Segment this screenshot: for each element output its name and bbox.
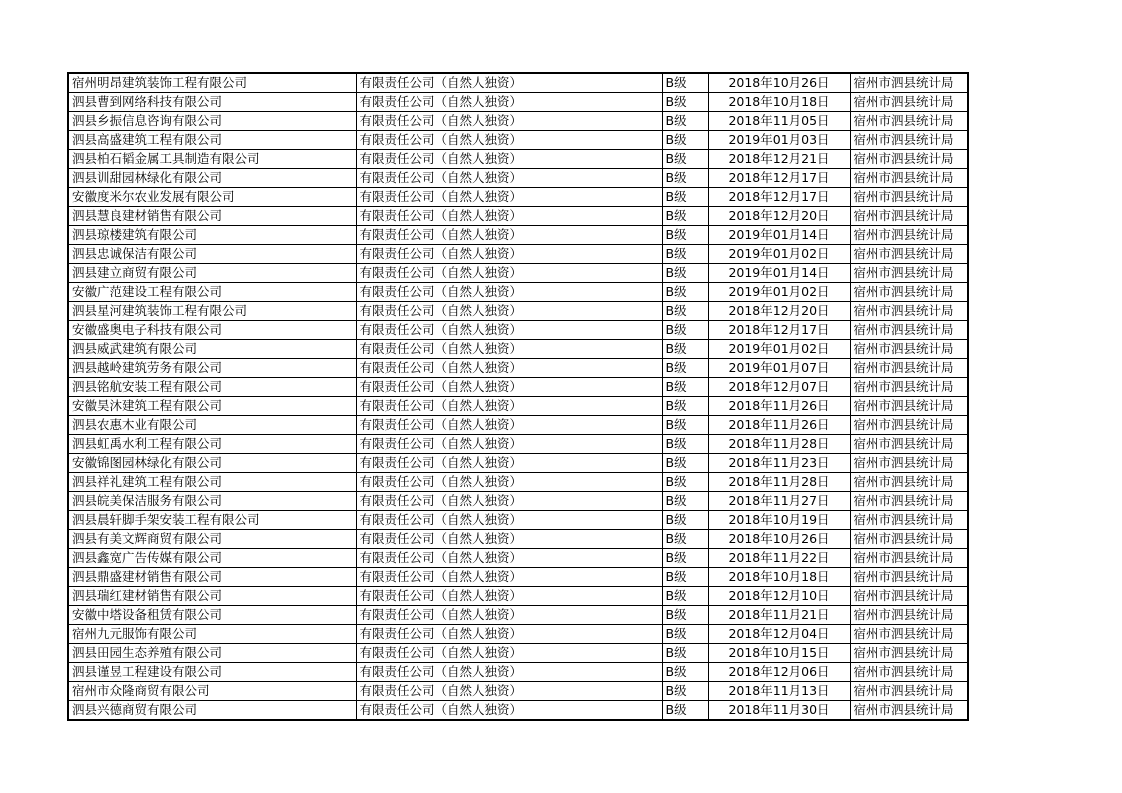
table-row xyxy=(68,587,968,606)
company-name-cell: 泗县建立商贸有限公司 xyxy=(68,264,356,283)
date-cell: 2018年12月17日 xyxy=(708,188,850,207)
credit-grade-cell: B级 xyxy=(662,511,708,530)
authority-cell: 宿州市泗县统计局 xyxy=(850,283,968,302)
table-row xyxy=(68,283,968,302)
company-type-cell: 有限责任公司（自然人独资） xyxy=(356,226,662,245)
date-cell: 2018年10月19日 xyxy=(708,511,850,530)
table-row xyxy=(68,169,968,188)
table-row xyxy=(68,131,968,150)
credit-grade-cell: B级 xyxy=(662,340,708,359)
credit-grade-cell: B级 xyxy=(662,73,708,93)
company-type-cell: 有限责任公司（自然人独资） xyxy=(356,207,662,226)
table-row xyxy=(68,340,968,359)
credit-grade-cell: B级 xyxy=(662,587,708,606)
authority-cell: 宿州市泗县统计局 xyxy=(850,340,968,359)
company-name-cell: 泗县铭航安装工程有限公司 xyxy=(68,378,356,397)
table-row xyxy=(68,473,968,492)
date-cell: 2018年10月15日 xyxy=(708,644,850,663)
credit-grade-cell: B级 xyxy=(662,701,708,721)
authority-cell: 宿州市泗县统计局 xyxy=(850,454,968,473)
table-row xyxy=(68,112,968,131)
credit-grade-cell: B级 xyxy=(662,264,708,283)
authority-cell: 宿州市泗县统计局 xyxy=(850,606,968,625)
table-row xyxy=(68,701,968,721)
credit-grade-cell: B级 xyxy=(662,416,708,435)
company-type-cell: 有限责任公司（自然人独资） xyxy=(356,701,662,721)
authority-cell: 宿州市泗县统计局 xyxy=(850,93,968,112)
authority-cell: 宿州市泗县统计局 xyxy=(850,473,968,492)
credit-grade-cell: B级 xyxy=(662,302,708,321)
credit-grade-cell: B级 xyxy=(662,93,708,112)
table-row xyxy=(68,150,968,169)
table-row xyxy=(68,644,968,663)
date-cell: 2018年12月17日 xyxy=(708,321,850,340)
company-type-cell: 有限责任公司（自然人独资） xyxy=(356,264,662,283)
table-row xyxy=(68,454,968,473)
authority-cell: 宿州市泗县统计局 xyxy=(850,568,968,587)
credit-grade-cell: B级 xyxy=(662,473,708,492)
company-name-cell: 安徽锦图园林绿化有限公司 xyxy=(68,454,356,473)
company-name-cell: 泗县威武建筑有限公司 xyxy=(68,340,356,359)
credit-grade-cell: B级 xyxy=(662,568,708,587)
authority-cell: 宿州市泗县统计局 xyxy=(850,302,968,321)
company-name-cell: 泗县田园生态养殖有限公司 xyxy=(68,644,356,663)
company-type-cell: 有限责任公司（自然人独资） xyxy=(356,169,662,188)
company-type-cell: 有限责任公司（自然人独资） xyxy=(356,663,662,682)
date-cell: 2018年12月07日 xyxy=(708,378,850,397)
table-row xyxy=(68,321,968,340)
company-name-cell: 泗县鑫宽广告传媒有限公司 xyxy=(68,549,356,568)
credit-grade-cell: B级 xyxy=(662,435,708,454)
company-name-cell: 泗县鼎盛建材销售有限公司 xyxy=(68,568,356,587)
company-type-cell: 有限责任公司（自然人独资） xyxy=(356,682,662,701)
credit-grade-cell: B级 xyxy=(662,663,708,682)
company-type-cell: 有限责任公司（自然人独资） xyxy=(356,397,662,416)
date-cell: 2018年11月26日 xyxy=(708,397,850,416)
table-row xyxy=(68,625,968,644)
table-row xyxy=(68,435,968,454)
date-cell: 2018年11月21日 xyxy=(708,606,850,625)
credit-grade-cell: B级 xyxy=(662,321,708,340)
company-name-cell: 泗县谨昱工程建设有限公司 xyxy=(68,663,356,682)
authority-cell: 宿州市泗县统计局 xyxy=(850,264,968,283)
date-cell: 2018年12月21日 xyxy=(708,150,850,169)
date-cell: 2019年01月02日 xyxy=(708,340,850,359)
company-name-cell: 宿州市众隆商贸有限公司 xyxy=(68,682,356,701)
company-type-cell: 有限责任公司（自然人独资） xyxy=(356,321,662,340)
company-name-cell: 安徽昊沐建筑工程有限公司 xyxy=(68,397,356,416)
company-type-cell: 有限责任公司（自然人独资） xyxy=(356,416,662,435)
company-name-cell: 安徽盛奥电子科技有限公司 xyxy=(68,321,356,340)
credit-grade-cell: B级 xyxy=(662,150,708,169)
company-type-cell: 有限责任公司（自然人独资） xyxy=(356,283,662,302)
authority-cell: 宿州市泗县统计局 xyxy=(850,397,968,416)
company-type-cell: 有限责任公司（自然人独资） xyxy=(356,511,662,530)
credit-grade-cell: B级 xyxy=(662,682,708,701)
table-row xyxy=(68,378,968,397)
table-row xyxy=(68,188,968,207)
company-name-cell: 安徽度米尔农业发展有限公司 xyxy=(68,188,356,207)
credit-grade-cell: B级 xyxy=(662,530,708,549)
authority-cell: 宿州市泗县统计局 xyxy=(850,511,968,530)
company-type-cell: 有限责任公司（自然人独资） xyxy=(356,150,662,169)
authority-cell: 宿州市泗县统计局 xyxy=(850,492,968,511)
credit-grade-cell: B级 xyxy=(662,359,708,378)
date-cell: 2018年11月30日 xyxy=(708,701,850,721)
date-cell: 2018年12月20日 xyxy=(708,207,850,226)
company-name-cell: 泗县训甜园林绿化有限公司 xyxy=(68,169,356,188)
date-cell: 2018年10月18日 xyxy=(708,568,850,587)
table-row xyxy=(68,492,968,511)
credit-grade-cell: B级 xyxy=(662,245,708,264)
company-type-cell: 有限责任公司（自然人独资） xyxy=(356,606,662,625)
authority-cell: 宿州市泗县统计局 xyxy=(850,549,968,568)
credit-grade-cell: B级 xyxy=(662,169,708,188)
authority-cell: 宿州市泗县统计局 xyxy=(850,644,968,663)
company-name-cell: 宿州明昂建筑装饰工程有限公司 xyxy=(68,73,356,93)
credit-grade-cell: B级 xyxy=(662,283,708,302)
company-type-cell: 有限责任公司（自然人独资） xyxy=(356,93,662,112)
company-type-cell: 有限责任公司（自然人独资） xyxy=(356,587,662,606)
company-type-cell: 有限责任公司（自然人独资） xyxy=(356,492,662,511)
credit-grade-cell: B级 xyxy=(662,188,708,207)
company-type-cell: 有限责任公司（自然人独资） xyxy=(356,473,662,492)
company-type-cell: 有限责任公司（自然人独资） xyxy=(356,549,662,568)
company-name-cell: 安徽广范建设工程有限公司 xyxy=(68,283,356,302)
table-row xyxy=(68,682,968,701)
date-cell: 2018年12月17日 xyxy=(708,169,850,188)
company-type-cell: 有限责任公司（自然人独资） xyxy=(356,340,662,359)
date-cell: 2019年01月03日 xyxy=(708,131,850,150)
company-type-cell: 有限责任公司（自然人独资） xyxy=(356,530,662,549)
date-cell: 2018年11月23日 xyxy=(708,454,850,473)
company-name-cell: 泗县虹禹水利工程有限公司 xyxy=(68,435,356,454)
table-row xyxy=(68,73,968,93)
date-cell: 2018年12月10日 xyxy=(708,587,850,606)
credit-grade-cell: B级 xyxy=(662,625,708,644)
authority-cell: 宿州市泗县统计局 xyxy=(850,682,968,701)
table-row xyxy=(68,663,968,682)
company-name-cell: 泗县柏石韬金属工具制造有限公司 xyxy=(68,150,356,169)
date-cell: 2019年01月14日 xyxy=(708,226,850,245)
company-type-cell: 有限责任公司（自然人独资） xyxy=(356,131,662,150)
table-row xyxy=(68,245,968,264)
credit-grade-cell: B级 xyxy=(662,226,708,245)
table-row xyxy=(68,397,968,416)
company-credit-table xyxy=(67,72,969,721)
company-type-cell: 有限责任公司（自然人独资） xyxy=(356,359,662,378)
date-cell: 2019年01月02日 xyxy=(708,245,850,264)
authority-cell: 宿州市泗县统计局 xyxy=(850,701,968,721)
authority-cell: 宿州市泗县统计局 xyxy=(850,321,968,340)
credit-grade-cell: B级 xyxy=(662,131,708,150)
date-cell: 2018年12月04日 xyxy=(708,625,850,644)
date-cell: 2018年11月05日 xyxy=(708,112,850,131)
table-row xyxy=(68,93,968,112)
company-name-cell: 宿州九元服饰有限公司 xyxy=(68,625,356,644)
authority-cell: 宿州市泗县统计局 xyxy=(850,245,968,264)
table-row xyxy=(68,530,968,549)
table-row xyxy=(68,416,968,435)
authority-cell: 宿州市泗县统计局 xyxy=(850,530,968,549)
authority-cell: 宿州市泗县统计局 xyxy=(850,625,968,644)
authority-cell: 宿州市泗县统计局 xyxy=(850,150,968,169)
date-cell: 2018年12月20日 xyxy=(708,302,850,321)
table-body xyxy=(68,73,968,720)
company-name-cell: 泗县晨轩脚手架安装工程有限公司 xyxy=(68,511,356,530)
authority-cell: 宿州市泗县统计局 xyxy=(850,188,968,207)
date-cell: 2019年01月02日 xyxy=(708,283,850,302)
table-row xyxy=(68,207,968,226)
credit-grade-cell: B级 xyxy=(662,397,708,416)
table-row xyxy=(68,606,968,625)
company-name-cell: 泗县忠诚保洁有限公司 xyxy=(68,245,356,264)
date-cell: 2018年11月28日 xyxy=(708,473,850,492)
credit-grade-cell: B级 xyxy=(662,644,708,663)
table-row xyxy=(68,264,968,283)
authority-cell: 宿州市泗县统计局 xyxy=(850,416,968,435)
date-cell: 2018年11月26日 xyxy=(708,416,850,435)
company-name-cell: 泗县曹到网络科技有限公司 xyxy=(68,93,356,112)
company-type-cell: 有限责任公司（自然人独资） xyxy=(356,188,662,207)
company-name-cell: 泗县兴德商贸有限公司 xyxy=(68,701,356,721)
table-row xyxy=(68,359,968,378)
date-cell: 2018年10月26日 xyxy=(708,530,850,549)
company-type-cell: 有限责任公司（自然人独资） xyxy=(356,568,662,587)
credit-grade-cell: B级 xyxy=(662,378,708,397)
authority-cell: 宿州市泗县统计局 xyxy=(850,169,968,188)
authority-cell: 宿州市泗县统计局 xyxy=(850,663,968,682)
company-name-cell: 泗县瑞红建材销售有限公司 xyxy=(68,587,356,606)
company-type-cell: 有限责任公司（自然人独资） xyxy=(356,454,662,473)
company-type-cell: 有限责任公司（自然人独资） xyxy=(356,73,662,93)
table-row xyxy=(68,549,968,568)
credit-grade-cell: B级 xyxy=(662,492,708,511)
date-cell: 2018年10月26日 xyxy=(708,73,850,93)
date-cell: 2018年10月18日 xyxy=(708,93,850,112)
company-name-cell: 泗县有美文辉商贸有限公司 xyxy=(68,530,356,549)
table-row xyxy=(68,511,968,530)
credit-grade-cell: B级 xyxy=(662,454,708,473)
date-cell: 2018年11月22日 xyxy=(708,549,850,568)
company-type-cell: 有限责任公司（自然人独资） xyxy=(356,112,662,131)
company-name-cell: 泗县星河建筑装饰工程有限公司 xyxy=(68,302,356,321)
date-cell: 2018年11月13日 xyxy=(708,682,850,701)
company-name-cell: 泗县祥礼建筑工程有限公司 xyxy=(68,473,356,492)
authority-cell: 宿州市泗县统计局 xyxy=(850,207,968,226)
date-cell: 2018年12月06日 xyxy=(708,663,850,682)
credit-grade-cell: B级 xyxy=(662,549,708,568)
authority-cell: 宿州市泗县统计局 xyxy=(850,435,968,454)
credit-grade-cell: B级 xyxy=(662,112,708,131)
company-type-cell: 有限责任公司（自然人独资） xyxy=(356,435,662,454)
date-cell: 2018年11月28日 xyxy=(708,435,850,454)
company-name-cell: 泗县乡振信息咨询有限公司 xyxy=(68,112,356,131)
company-name-cell: 泗县越岭建筑劳务有限公司 xyxy=(68,359,356,378)
credit-grade-cell: B级 xyxy=(662,606,708,625)
date-cell: 2019年01月07日 xyxy=(708,359,850,378)
company-type-cell: 有限责任公司（自然人独资） xyxy=(356,378,662,397)
company-name-cell: 泗县皖美保洁服务有限公司 xyxy=(68,492,356,511)
table-row xyxy=(68,226,968,245)
company-name-cell: 泗县慧良建材销售有限公司 xyxy=(68,207,356,226)
credit-grade-cell: B级 xyxy=(662,207,708,226)
authority-cell: 宿州市泗县统计局 xyxy=(850,587,968,606)
authority-cell: 宿州市泗县统计局 xyxy=(850,112,968,131)
authority-cell: 宿州市泗县统计局 xyxy=(850,226,968,245)
date-cell: 2019年01月14日 xyxy=(708,264,850,283)
authority-cell: 宿州市泗县统计局 xyxy=(850,359,968,378)
company-type-cell: 有限责任公司（自然人独资） xyxy=(356,625,662,644)
company-name-cell: 泗县琼楼建筑有限公司 xyxy=(68,226,356,245)
company-type-cell: 有限责任公司（自然人独资） xyxy=(356,245,662,264)
company-type-cell: 有限责任公司（自然人独资） xyxy=(356,302,662,321)
date-cell: 2018年11月27日 xyxy=(708,492,850,511)
table-row xyxy=(68,568,968,587)
company-name-cell: 泗县高盛建筑工程有限公司 xyxy=(68,131,356,150)
authority-cell: 宿州市泗县统计局 xyxy=(850,378,968,397)
authority-cell: 宿州市泗县统计局 xyxy=(850,73,968,93)
company-type-cell: 有限责任公司（自然人独资） xyxy=(356,644,662,663)
table-row xyxy=(68,302,968,321)
company-name-cell: 泗县农惠木业有限公司 xyxy=(68,416,356,435)
authority-cell: 宿州市泗县统计局 xyxy=(850,131,968,150)
company-name-cell: 安徽中塔设备租赁有限公司 xyxy=(68,606,356,625)
